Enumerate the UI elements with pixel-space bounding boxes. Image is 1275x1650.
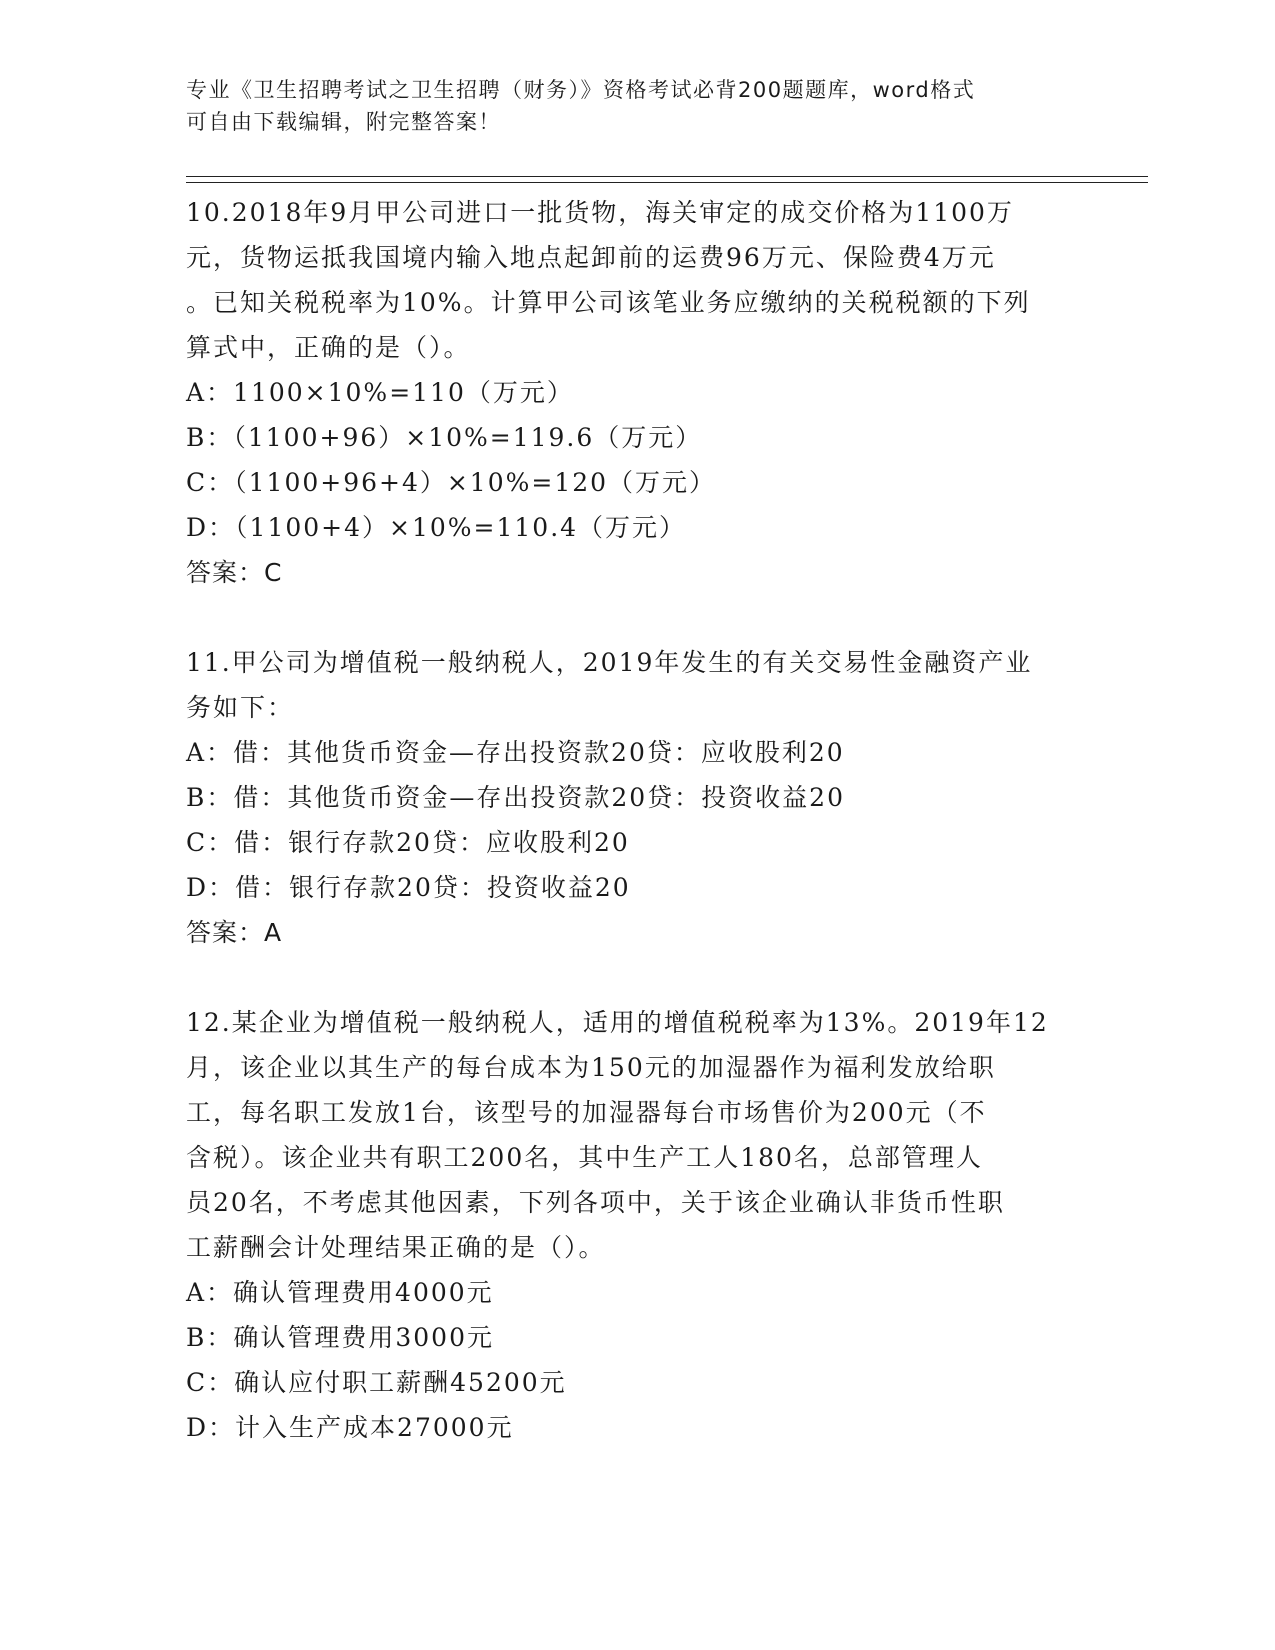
option-b: B：确认管理费用3000元 — [186, 1323, 494, 1352]
question-text-line: 含税）。该企业共有职工200名，其中生产工人180名，总部管理人 — [186, 1143, 983, 1172]
question-text-line: 员20名，不考虑其他因素，下列各项中，关于该企业确认非货币性职 — [186, 1188, 1005, 1217]
option-b: B：借：其他货币资金—存出投资款20贷：投资收益20 — [186, 783, 845, 812]
header-divider-bottom — [186, 182, 1148, 183]
option-b: B：（1100+96）×10%=119.6（万元） — [186, 423, 703, 452]
option-d: D：（1100+4）×10%=110.4（万元） — [186, 513, 687, 542]
question-text-line: 10.2018年9月甲公司进口一批货物，海关审定的成交价格为1100万 — [186, 198, 1014, 227]
question-text-line: 算式中，正确的是（）。 — [186, 333, 471, 362]
header-divider-top — [186, 176, 1148, 177]
question-12 — [186, 1000, 1086, 1450]
question-text-line: 工，每名职工发放1台，该型号的加湿器每台市场售价为200元（不 — [186, 1098, 987, 1127]
question-spacer — [186, 955, 1086, 1000]
document-header — [186, 74, 1066, 138]
question-text-line: 月，该企业以其生产的每台成本为150元的加湿器作为福利发放给职 — [186, 1053, 996, 1082]
header-line-1: 专业《卫生招聘考试之卫生招聘（财务）》资格考试必背200题题库，word格式 — [186, 78, 976, 102]
option-d: D：计入生产成本27000元 — [186, 1413, 514, 1442]
question-list — [186, 190, 1086, 1450]
answer-label: 答案：A — [186, 918, 283, 947]
question-11 — [186, 640, 1086, 955]
option-c: C：借：银行存款20贷：应收股利20 — [186, 828, 630, 857]
answer-label: 答案：C — [186, 558, 283, 587]
question-spacer — [186, 595, 1086, 640]
question-10 — [186, 190, 1086, 595]
option-c: C：确认应付职工薪酬45200元 — [186, 1368, 567, 1397]
question-text-line: 12.某企业为增值税一般纳税人，适用的增值税税率为13%。2019年12 — [186, 1008, 1049, 1037]
option-d: D：借：银行存款20贷：投资收益20 — [186, 873, 631, 902]
question-text-line: 11.甲公司为增值税一般纳税人，2019年发生的有关交易性金融资产业 — [186, 648, 1033, 677]
option-a: A：1100×10%=110（万元） — [186, 378, 574, 407]
question-text-line: 工薪酬会计处理结果正确的是（）。 — [186, 1233, 606, 1262]
question-text-line: 。已知关税税率为10%。计算甲公司该笔业务应缴纳的关税税额的下列 — [186, 288, 1031, 317]
option-a: A：借：其他货币资金—存出投资款20贷：应收股利20 — [186, 738, 845, 767]
question-text-line: 元，货物运抵我国境内输入地点起卸前的运费96万元、保险费4万元 — [186, 243, 996, 272]
option-a: A：确认管理费用4000元 — [186, 1278, 494, 1307]
header-line-2: 可自由下载编辑，附完整答案！ — [186, 110, 501, 134]
question-text-line: 务如下： — [186, 693, 295, 722]
option-c: C：（1100+96+4）×10%=120（万元） — [186, 468, 717, 497]
